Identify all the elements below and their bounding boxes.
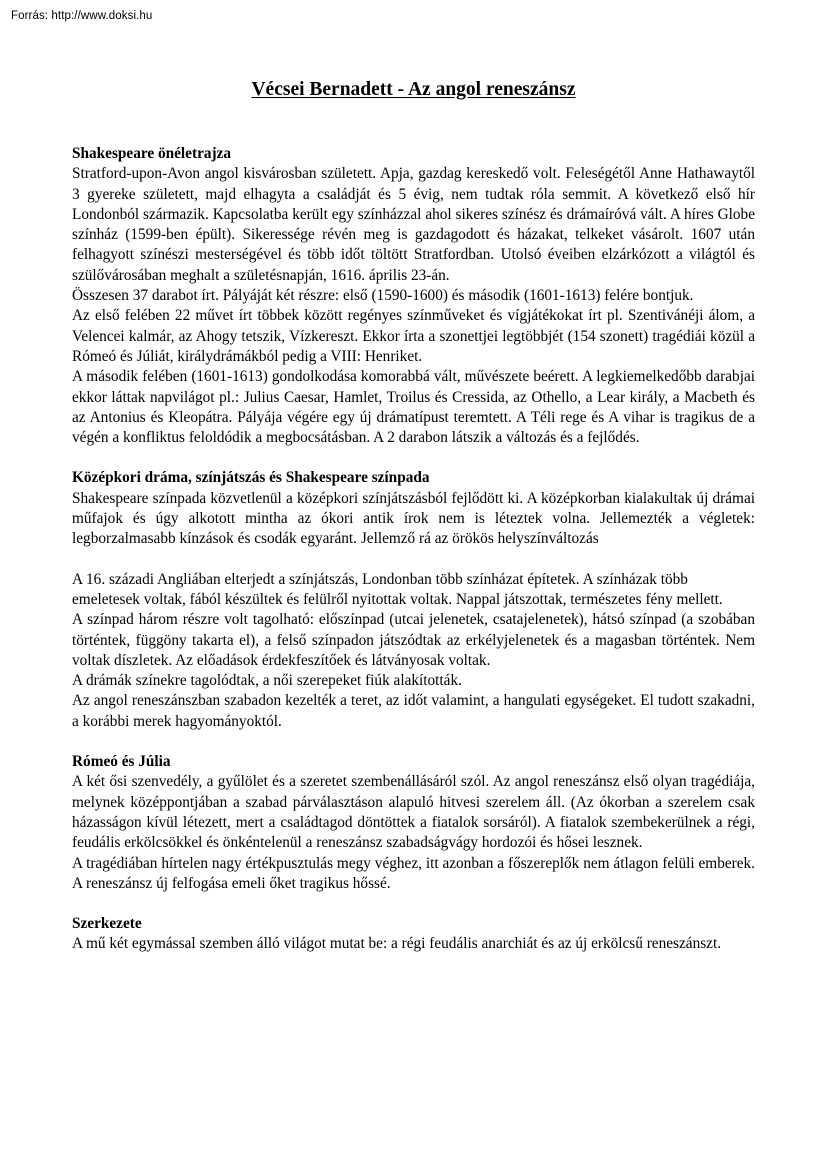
paragraph: Összesen 37 darabot írt. Pályáját két részre: első (1590-1600) és második (1601-1613) felére bontjuk. <box>72 287 694 305</box>
paragraph: Az első felében 22 művet írt többek között regényes színműveket és vígjátékokat írt pl. Szentivánéji álom, a Velencei kalmár, az Ahogy tetszik, Vízkereszt. Ekkor írta a szonettjei legtöbbjét (154 szonett) tragédiái közül a Rómeó és Júliát, királydrámákból pedig a VIII: Henriket. <box>72 307 755 365</box>
paragraph: Az angol reneszánszban szabadon kezelték a teret, az időt valamint, a hangulati egységeket. El tudott szakadni, a korábbi merek hagyományoktól. <box>72 692 755 730</box>
document-page <box>72 0 755 955</box>
paragraph: A színpad három részre volt tagolható: előszínpad (utcai jelenetek, csatajelenetek), hátsó színpad (a szobában történtek, függöny takarta el), a felső színpadon játszódtak az erkélyjelenetek és a magasban történtek. Nem voltak díszletek. Az előadások érdekfeszítőek és látványosak voltak. <box>72 611 755 669</box>
page-title-text: Vécsei Bernadett - Az angol reneszánsz <box>251 79 576 100</box>
section-shakespeare-onletrajza <box>72 144 755 448</box>
section-heading-romeo-es-julia: Rómeó és Júlia <box>72 753 171 771</box>
paragraph: A mű két egymással szemben álló világot mutat be: a régi feudális anarchiát és az új erkölcsű reneszánszt. <box>72 935 722 953</box>
paragraph-spacer <box>72 550 755 570</box>
section-romeo-es-julia <box>72 752 755 894</box>
section-spacer <box>72 894 755 914</box>
section-spacer <box>72 448 755 468</box>
section-heading-kozepkori-drama: Középkori dráma, színjátszás és Shakespeare színpada <box>72 469 430 487</box>
section-szerkezete <box>72 914 755 955</box>
section-heading-shakespeare-onletrajza: Shakespeare önéletrajza <box>72 145 232 162</box>
paragraph: A tragédiában hírtelen nagy értékpusztulás megy véghez, itt azonban a főszereplők nem átlagon felüli emberek. A reneszánsz új felfogása emeli őket tragikus hőssé. <box>72 854 755 892</box>
section-heading-szerkezete: Szerkezete <box>72 915 142 933</box>
paragraph: A második felében (1601-1613) gondolkodása komorabbá vált, művészete beérett. A legkiemelkedőbb darabjai ekkor láttak napvilágot pl.: Julius Caesar, Hamlet, Troilus és Cressida, az Othello, a Lear király, a Macbeth és az Antonius és Kleopátra. Pályája végére egy új drámatípust teremtett. A Téli rege és A vihar is tragikus de a végén a konfliktus feloldódik a megbocsátásban. A 2 darabon látszik a változás és a fejlődés. <box>72 368 755 447</box>
title-spacer <box>72 102 755 144</box>
section-kozepkori-drama <box>72 468 755 732</box>
source-url-header: Forrás: http://www.doksi.hu <box>11 10 153 22</box>
section-spacer <box>72 732 755 752</box>
paragraph: Stratford-upon-Avon angol kisvárosban született. Apja, gazdag kereskedő volt. Feleségétől Anne Hathawaytől 3 gyereke született, majd elhagyta a családját és 5 évig, nem tudtak róla semmit. A következő első hír Londonból származik. Kapcsolatba került egy színházzal ahol sikeres színész és drámaíróvá vált. A híres Globe színház (1599-ben épült). Sikeressége révén meg is gazdagodott és házakat, telkeket vásárolt. 1607 után felhagyott színészi mesterségével és több időt töltött Stratfordban. Utolsó éveiben elzárkózott a világtól és szülővárosában meghalt a születésnapján, 1616. április 23-án. <box>72 165 755 284</box>
paragraph: A 16. századi Angliában elterjedt a színjátszás, Londonban több színházat építetek. A színházak több emeletesek voltak, fából készültek és felülről nyitottak voltak. Nappal játszottak, természetes fény mellett. <box>72 570 723 608</box>
paragraph: Shakespeare színpada közvetlenül a középkori színjátszásból fejlődött ki. A középkorban kialakultak új drámai műfajok és úgy alkotott mintha az ókori antik írok nem is léteztek volna. Jellemezték a végletek: legborzalmasabb kínzások és csodák egyaránt. Jellemző rá az örökös helyszínváltozás <box>72 489 755 548</box>
paragraph: A két ősi szenvedély, a gyűlölet és a szeretet szembenállásáról szól. Az angol reneszánsz első olyan tragédiája, melynek középpontjában a szabad párválasztáson alapuló hitvesi szerelem áll. (Az ókorban a szerelem csak házasságon kívül létezett, mert a családtagod döntöttek a fiatalok sorsáról). A fiatalok szembekerülnek a régi, feudális erkölcsökkel és önkéntelenül a reneszánsz szabadságvágy hordozói és hősei lesznek. <box>72 773 755 852</box>
paragraph: A drámák színekre tagolódtak, a női szerepeket fiúk alakították. <box>72 672 462 690</box>
page-title <box>72 0 755 102</box>
